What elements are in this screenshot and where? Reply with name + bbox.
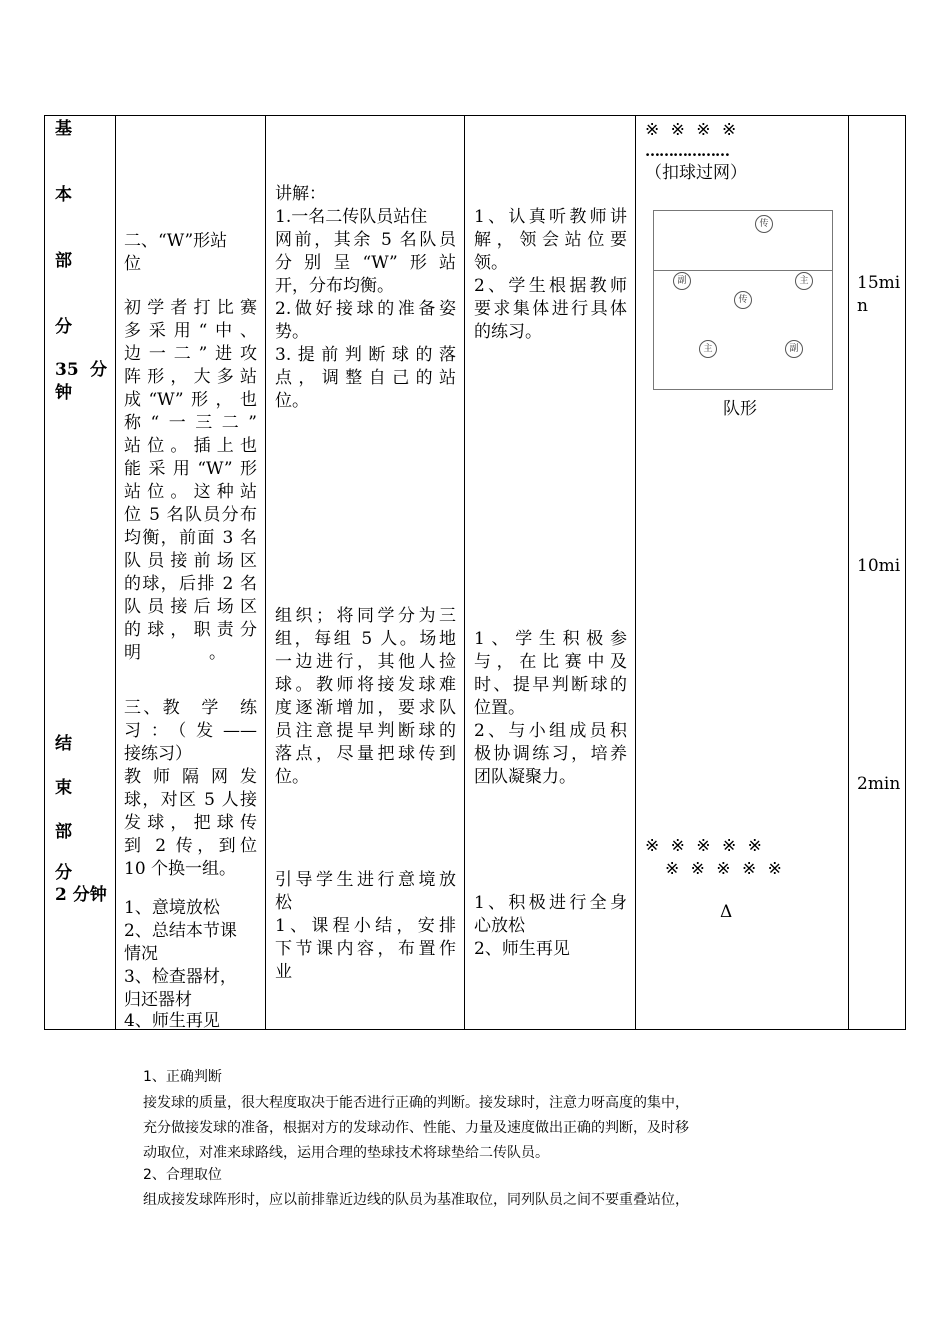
- student-line: 2、师生再见: [474, 939, 570, 959]
- content-line: 队员接前场区: [124, 551, 257, 571]
- time-value: 2min: [857, 774, 901, 794]
- teacher-line: 组，每组 5 人。场地: [275, 629, 456, 649]
- content-line: 位 5 名队员分布: [124, 505, 257, 525]
- student-line: 2、学生根据教师: [474, 276, 627, 296]
- section-char: 基: [55, 119, 72, 139]
- content-line: 4、师生再见: [124, 1011, 220, 1031]
- teacher-line: 分别呈“W”形站: [275, 253, 456, 273]
- content-line: 均衡，前面 3 名: [124, 528, 257, 548]
- content-line: 多采用“中、: [124, 321, 257, 341]
- player-opposite-icon: 副: [673, 272, 691, 290]
- student-line: 解，领会站位要: [474, 230, 627, 250]
- section-char: 结: [55, 734, 72, 754]
- content-line: 称“一三二”: [124, 413, 257, 433]
- section-char: 部: [55, 251, 72, 271]
- student-line: 位置。: [474, 698, 525, 718]
- teacher-line: 1、课程小结，安排: [275, 916, 456, 936]
- column-divider: [265, 116, 266, 1029]
- teacher-line: 网前，其余 5 名队员: [275, 230, 456, 250]
- court-net-line: [654, 270, 832, 271]
- section-char: 部: [55, 822, 72, 842]
- student-line: 2、与小组成员积: [474, 721, 627, 741]
- formation-label: 队形: [723, 399, 757, 419]
- content-line: 初学者打比赛: [124, 298, 257, 318]
- section-char: 本: [55, 185, 72, 205]
- content-line: 明 。: [124, 643, 226, 663]
- teacher-line: 松: [275, 893, 292, 913]
- end-formation-row: ※ ※ ※ ※ ※: [645, 836, 765, 856]
- notes-paragraph-line: 接发球的质量，很大程度取决于能否进行正确的判断。接发球时，注意力呀高度的集中，: [143, 1095, 689, 1111]
- student-line: 极协调练习，培养: [474, 744, 627, 764]
- content-line: 1、意境放松: [124, 898, 220, 918]
- end-formation-row: ※ ※ ※ ※ ※: [665, 859, 785, 879]
- content-line: 位: [124, 254, 141, 274]
- net-line: ………………: [645, 142, 729, 160]
- content-line: 边一二”进攻: [124, 344, 257, 364]
- content-line: 成“W”形，也: [124, 390, 257, 410]
- teacher-line: 1.一名二传队员站住: [275, 207, 428, 227]
- column-divider: [635, 116, 636, 1029]
- section-char: 分: [55, 317, 72, 337]
- content-line: 10 个换一组。: [124, 859, 237, 879]
- teacher-line: 点，调整自己的站: [275, 368, 456, 388]
- teacher-position-icon: Δ: [720, 902, 733, 922]
- content-line: 接练习）: [124, 744, 192, 764]
- content-line: 归还器材: [124, 990, 192, 1010]
- player-main-icon: 主: [795, 272, 813, 290]
- section-char: 分: [55, 863, 72, 883]
- time-value: 10mi: [857, 556, 901, 576]
- content-line: 2、总结本节课: [124, 921, 237, 941]
- notes-paragraph-line: 充分做接发球的准备，根据对方的发球动作、性能、力量及速度做出正确的判断，及时移: [143, 1120, 689, 1136]
- student-line: 时、提早判断球的: [474, 675, 627, 695]
- section-time: 35 分: [55, 360, 107, 380]
- time-value: n: [857, 296, 868, 316]
- student-line: 领。: [474, 253, 508, 273]
- content-line: 习：（发——: [124, 721, 257, 741]
- student-line: 心放松: [474, 916, 525, 936]
- player-setter-icon: 传: [755, 215, 773, 233]
- content-line: 到 2 传，到位: [124, 836, 257, 856]
- teacher-line: 讲解：: [275, 184, 326, 204]
- content-line: 阵形，大多站: [124, 367, 257, 387]
- section-time: 2 分钟: [55, 885, 107, 905]
- formation-marks: ※ ※ ※ ※: [645, 120, 740, 140]
- teacher-line: 组织；将同学分为三: [275, 606, 456, 626]
- column-divider: [115, 116, 116, 1029]
- section-char: 束: [55, 778, 72, 798]
- content-line: 站位。这种站: [124, 482, 257, 502]
- notes-heading: 2、合理取位: [143, 1167, 222, 1183]
- notes-paragraph-line: 动取位，对准来球路线，运用合理的垫球技术将球垫给二传队员。: [143, 1145, 549, 1161]
- teacher-line: 开，分布均衡。: [275, 276, 394, 296]
- content-line: 情况: [124, 944, 158, 964]
- player-main-icon: 主: [699, 340, 717, 358]
- teacher-line: 下节课内容，布置作: [275, 939, 456, 959]
- content-line: 球，对区 5 人接: [124, 790, 257, 810]
- formation-caption: （扣球过网）: [645, 163, 747, 183]
- student-line: 的练习。: [474, 322, 542, 342]
- teacher-line: 员注意提早判断球的: [275, 721, 456, 741]
- teacher-line: 2.做好接球的准备姿: [275, 299, 456, 319]
- teacher-line: 势。: [275, 322, 309, 342]
- teacher-line: 业: [275, 962, 292, 982]
- student-line: 团队凝聚力。: [474, 767, 576, 787]
- teacher-line: 一边进行，其他人捡: [275, 652, 456, 672]
- content-line: 发球，把球传: [124, 813, 257, 833]
- player-opposite-icon: 副: [785, 340, 803, 358]
- section-time-unit: 钟: [55, 383, 72, 403]
- content-line: 二、“W”形站: [124, 231, 228, 251]
- column-divider: [848, 116, 849, 1029]
- teacher-line: 落点，尽量把球传到: [275, 744, 456, 764]
- content-line: 的球，后排 2 名: [124, 574, 257, 594]
- content-line: 的球，职责分: [124, 620, 257, 640]
- student-line: 1、认真听教师讲: [474, 207, 627, 227]
- content-line: 三、教 学 练: [124, 698, 257, 718]
- teacher-line: 度逐渐增加，要求队: [275, 698, 456, 718]
- content-line: 队员接后场区: [124, 597, 257, 617]
- court-diagram: [653, 210, 833, 390]
- player-setter-icon: 传: [734, 291, 752, 309]
- teacher-line: 球。教师将接发球难: [275, 675, 456, 695]
- teacher-line: 引导学生进行意境放: [275, 870, 456, 890]
- content-line: 站位。插上也: [124, 436, 257, 456]
- content-line: 3、检查器材，: [124, 967, 237, 987]
- student-line: 1、积极进行全身: [474, 893, 627, 913]
- student-line: 要求集体进行具体: [474, 299, 627, 319]
- notes-paragraph-line: 组成接发球阵形时，应以前排靠近边线的队员为基准取位，同列队员之间不要重叠站位，: [143, 1192, 689, 1208]
- time-value: 15mi: [857, 273, 901, 293]
- student-line: 与，在比赛中及: [474, 652, 627, 672]
- column-divider: [464, 116, 465, 1029]
- student-line: 1、学生积极参: [474, 629, 627, 649]
- teacher-line: 位。: [275, 391, 309, 411]
- teacher-line: 位。: [275, 767, 309, 787]
- content-line: 能采用“W”形: [124, 459, 257, 479]
- content-line: 教师隔网发: [124, 767, 257, 787]
- teacher-line: 3.提前判断球的落: [275, 345, 456, 365]
- notes-heading: 1、正确判断: [143, 1069, 222, 1085]
